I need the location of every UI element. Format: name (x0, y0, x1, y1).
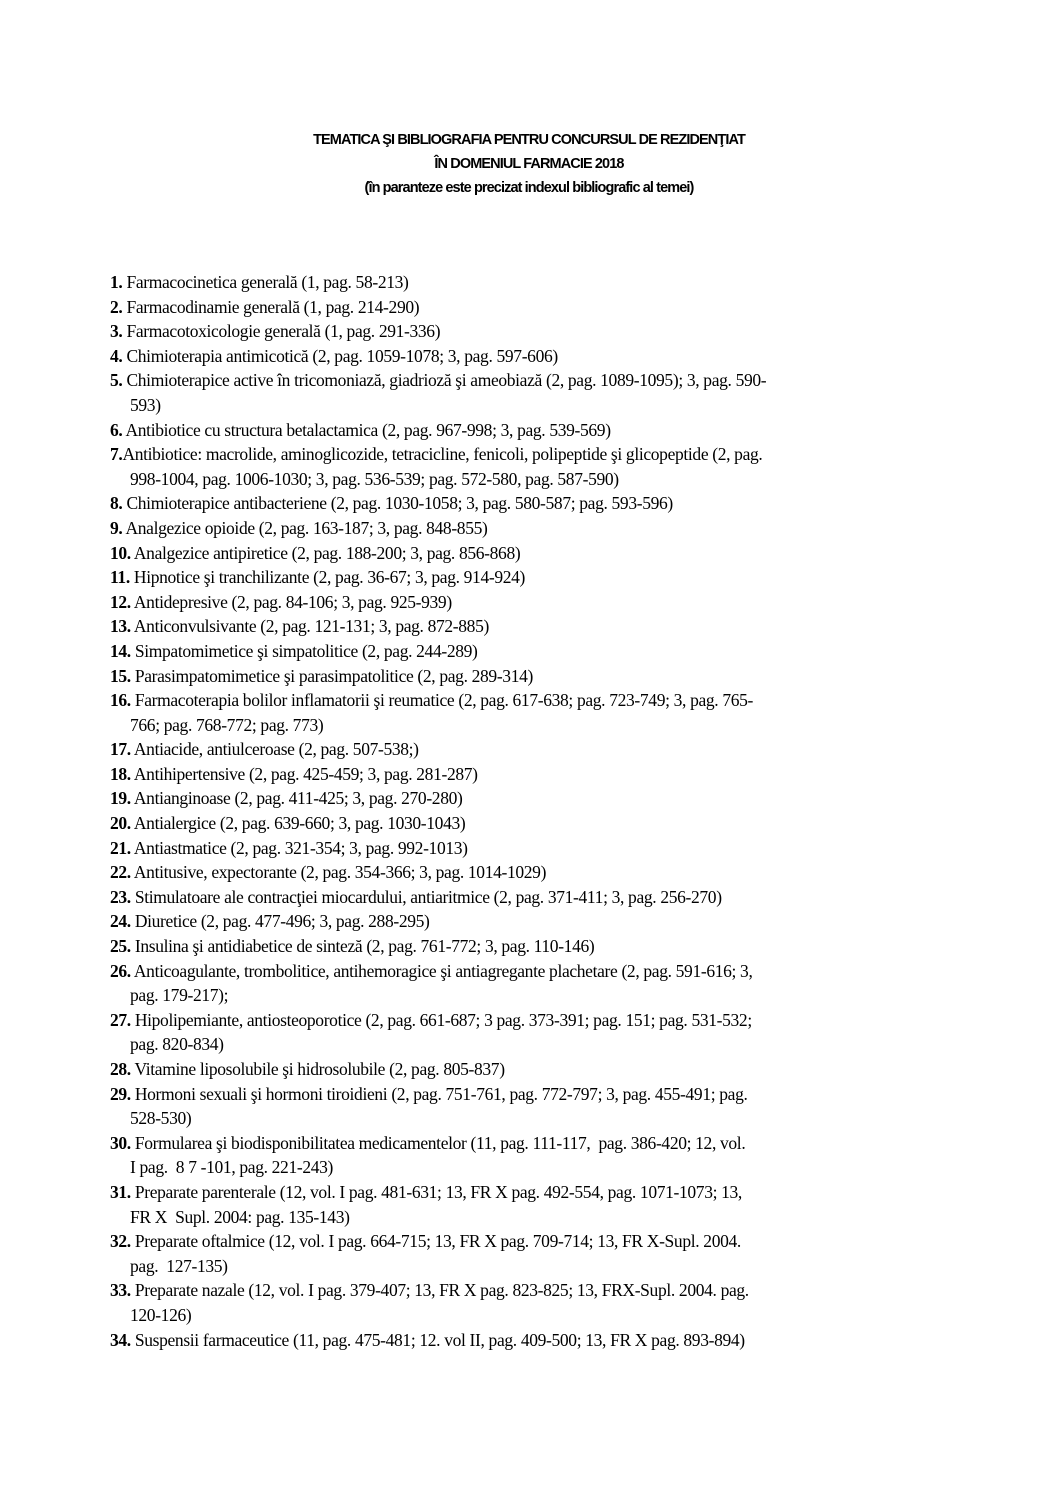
item-number: 18. (110, 763, 131, 784)
item-number: 1. (110, 272, 123, 292)
item-text: Formularea şi biodisponibilitatea medicamentelor (11, pag. 111-117, pag. 386-420; 12, vol. (130, 1132, 746, 1153)
title-line-1: TEMATICA ŞI BIBLIOGRAFIA PENTRU CONCURSUL DE REZIDENŢIAT (313, 132, 745, 148)
list-item (110, 516, 970, 541)
item-text: Chimioterapice antibacteriene (2, pag. 1030-1058; 3, pag. 580-587; pag. 593-596) (122, 493, 673, 514)
item-text: Chimioterapice active în tricomoniază, giadrioză şi ameobiază (2, pag. 1089-1095); 3, pag. 590- (122, 370, 767, 391)
list-item (110, 811, 970, 836)
list-item (110, 295, 970, 320)
item-text: Antianginoase (2, pag. 411-425; 3, pag. 270-280) (130, 788, 463, 809)
list-item (110, 836, 970, 861)
item-number: 17. (110, 739, 131, 760)
list-item (110, 565, 970, 590)
title-subtitle: (în paranteze este precizat indexul bibliografic al temei) (364, 180, 694, 196)
list-item (110, 1082, 970, 1131)
item-text: Chimioterapia antimicotică (2, pag. 1059-1078; 3, pag. 597-606) (122, 345, 558, 366)
list-item-line (110, 762, 970, 787)
list-item (110, 786, 970, 811)
item-text: Stimulatoare ale contracţiei miocardului, antiaritmice (2, pag. 371-411; 3, pag. 256-270) (130, 886, 722, 907)
list-item-line (110, 885, 970, 910)
item-text-continuation: 998-1004, pag. 1006-1030; 3, pag. 536-539; pag. 572-580, pag. 587-590) (130, 468, 619, 489)
list-item-line (110, 934, 970, 959)
item-text: Hipnotice şi tranchilizante (2, pag. 36-67; 3, pag. 914-924) (129, 567, 526, 588)
list-item (110, 491, 970, 516)
topic-list (110, 270, 970, 1352)
item-text: Preparate parenterale (12, vol. I pag. 481-631; 13, FR X pag. 492-554, pag. 1071-1073; 13, (130, 1181, 742, 1202)
item-text: Farmacodinamie generală (1, pag. 214-290) (122, 296, 420, 317)
item-number: 2. (110, 296, 123, 317)
list-item-line (110, 811, 970, 836)
item-number: 27. (110, 1009, 131, 1030)
item-number: 8. (110, 493, 123, 514)
item-text-continuation: pag. 820-834) (130, 1034, 224, 1055)
list-item (110, 319, 970, 344)
item-text: Suspensii farmaceutice (11, pag. 475-481; 12. vol II, pag. 409-500; 13, FR X pag. 893-894) (130, 1329, 745, 1350)
list-item-line (110, 909, 970, 934)
item-text: Antidepresive (2, pag. 84-106; 3, pag. 925-939) (130, 591, 452, 612)
list-item (110, 541, 970, 566)
item-text-continuation: 766; pag. 768-772; pag. 773) (130, 714, 324, 735)
list-item-line (110, 344, 970, 369)
item-text: Analgezice antipiretice (2, pag. 188-200; 3, pag. 856-868) (130, 542, 521, 563)
list-item-line (110, 516, 970, 541)
list-item-line (110, 418, 970, 443)
item-text: Preparate oftalmice (12, vol. I pag. 664-715; 13, FR X pag. 709-714; 13, FR X-Supl. 2004. (130, 1231, 741, 1252)
item-number: 21. (110, 837, 131, 858)
item-number: 11. (110, 567, 130, 588)
list-item-line (110, 1057, 970, 1082)
list-item-line (110, 737, 970, 762)
item-text-continuation: 528-530) (130, 1108, 192, 1129)
list-item-line (110, 1082, 970, 1107)
list-item (110, 737, 970, 762)
item-text: Antialergice (2, pag. 639-660; 3, pag. 1030-1043) (130, 813, 466, 834)
item-number: 28. (110, 1059, 131, 1079)
list-item (110, 344, 970, 369)
list-item (110, 959, 970, 1008)
item-number: 32. (110, 1231, 131, 1252)
list-item-line (110, 565, 970, 590)
item-text: Diuretice (2, pag. 477-496; 3, pag. 288-295) (130, 911, 430, 932)
list-item (110, 664, 970, 689)
item-text: Antiacide, antiulceroase (2, pag. 507-538;) (130, 739, 419, 760)
item-text: Parasimpatomimetice şi parasimpatolitice (2, pag. 289-314) (130, 665, 533, 686)
item-number: 10. (110, 542, 131, 563)
list-item (110, 590, 970, 615)
list-item-line (110, 639, 970, 664)
item-text: Farmacoterapia bolilor inflamatorii şi reumatice (2, pag. 617-638; pag. 723-749; 3, pag. 765- (130, 690, 754, 711)
item-number: 29. (110, 1083, 131, 1104)
list-item-line (110, 541, 970, 566)
list-item (110, 1180, 970, 1229)
item-text: Farmacocinetica generală (1, pag. 58-213) (122, 272, 409, 292)
item-number: 4. (110, 345, 123, 366)
list-item (110, 1008, 970, 1057)
list-item (110, 762, 970, 787)
list-item (110, 1131, 970, 1180)
list-item-line (110, 270, 970, 295)
list-item-line (110, 1229, 970, 1254)
list-item-line (110, 295, 970, 320)
item-text: Antiastmatice (2, pag. 321-354; 3, pag. 992-1013) (130, 837, 468, 858)
item-number: 19. (110, 788, 131, 809)
list-item (110, 1278, 970, 1327)
item-number: 34. (110, 1329, 131, 1350)
item-text-continuation: 593) (130, 394, 161, 415)
list-item-line (110, 688, 970, 713)
list-item (110, 442, 970, 491)
list-item-line (110, 614, 970, 639)
item-number: 9. (110, 517, 123, 538)
item-number: 15. (110, 665, 131, 686)
item-text-continuation: 120-126) (130, 1304, 192, 1325)
item-number: 5. (110, 370, 123, 391)
item-number: 23. (110, 886, 131, 907)
item-number: 25. (110, 936, 131, 957)
item-number: 26. (110, 960, 131, 981)
item-number: 33. (110, 1280, 131, 1301)
list-item (110, 860, 970, 885)
list-item (110, 909, 970, 934)
item-text: Hormoni sexuali şi hormoni tiroidieni (2, pag. 751-761, pag. 772-797; 3, pag. 455-491; pag. (130, 1083, 748, 1104)
list-item-line (110, 1278, 970, 1303)
list-item (110, 368, 970, 417)
list-item (110, 934, 970, 959)
list-item-line (110, 590, 970, 615)
item-number: 14. (110, 640, 131, 661)
list-item (110, 270, 970, 295)
item-text: Analgezice opioide (2, pag. 163-187; 3, pag. 848-855) (122, 517, 488, 538)
item-text: Antitusive, expectorante (2, pag. 354-366; 3, pag. 1014-1029) (130, 862, 547, 883)
title-line-2: ÎN DOMENIUL FARMACIE 2018 (434, 156, 624, 172)
item-number: 7. (110, 444, 123, 465)
list-item (110, 688, 970, 737)
item-text: Antibiotice: macrolide, aminoglicozide, tetracicline, fenicoli, polipeptide şi glicopeptide (2, pag. (122, 444, 763, 465)
list-item-line (110, 491, 970, 516)
item-text: Vitamine liposolubile şi hidrosolubile (2, pag. 805-837) (130, 1059, 505, 1079)
item-number: 22. (110, 862, 131, 883)
list-item-line (110, 860, 970, 885)
item-number: 24. (110, 911, 131, 932)
list-item-line (110, 368, 970, 393)
list-item-line (110, 1131, 970, 1156)
item-number: 20. (110, 813, 131, 834)
list-item-line (110, 786, 970, 811)
list-item (110, 1229, 970, 1278)
item-number: 3. (110, 321, 123, 342)
item-text-continuation: I pag. 8 7 -101, pag. 221-243) (130, 1157, 333, 1178)
item-text-continuation: pag. 127-135) (130, 1255, 228, 1276)
item-text: Antihipertensive (2, pag. 425-459; 3, pag. 281-287) (130, 763, 478, 784)
item-text: Farmacotoxicologie generală (1, pag. 291-336) (122, 321, 441, 342)
list-item-line (110, 1008, 970, 1033)
item-text: Anticonvulsivante (2, pag. 121-131; 3, pag. 872-885) (130, 616, 489, 637)
item-number: 6. (110, 419, 123, 440)
item-number: 13. (110, 616, 131, 637)
item-text-continuation: pag. 179-217); (130, 985, 229, 1006)
item-text: Preparate nazale (12, vol. I pag. 379-407; 13, FR X pag. 823-825; 13, FRX-Supl. 2004. pag. (130, 1280, 749, 1301)
list-item (110, 418, 970, 443)
item-text-continuation: FR X Supl. 2004: pag. 135-143) (130, 1206, 350, 1227)
list-item-line (110, 959, 970, 984)
item-text: Antibiotice cu structura betalactamica (2, pag. 967-998; 3, pag. 539-569) (122, 419, 611, 440)
item-text: Hipolipemiante, antiosteoporotice (2, pag. 661-687; 3 pag. 373-391; pag. 151; pag. 531-532; (130, 1009, 752, 1030)
item-number: 31. (110, 1181, 131, 1202)
list-item-line (110, 836, 970, 861)
document-title (0, 128, 1058, 200)
item-text: Anticoagulante, trombolitice, antihemoragice şi antiagregante plachetare (2, pag. 591-616; 3, (130, 960, 753, 981)
item-text: Insulina şi antidiabetice de sinteză (2, pag. 761-772; 3, pag. 110-146) (130, 936, 595, 957)
item-number: 16. (110, 690, 131, 711)
list-item-line (110, 1180, 970, 1205)
list-item (110, 614, 970, 639)
item-number: 30. (110, 1132, 131, 1153)
item-text: Simpatomimetice şi simpatolitice (2, pag. 244-289) (130, 640, 478, 661)
list-item (110, 885, 970, 910)
list-item (110, 1057, 970, 1082)
list-item-line (110, 1328, 970, 1353)
list-item (110, 1328, 970, 1353)
list-item (110, 639, 970, 664)
item-number: 12. (110, 591, 131, 612)
list-item-line (110, 442, 970, 467)
list-item-line (110, 319, 970, 344)
list-item-line (110, 664, 970, 689)
